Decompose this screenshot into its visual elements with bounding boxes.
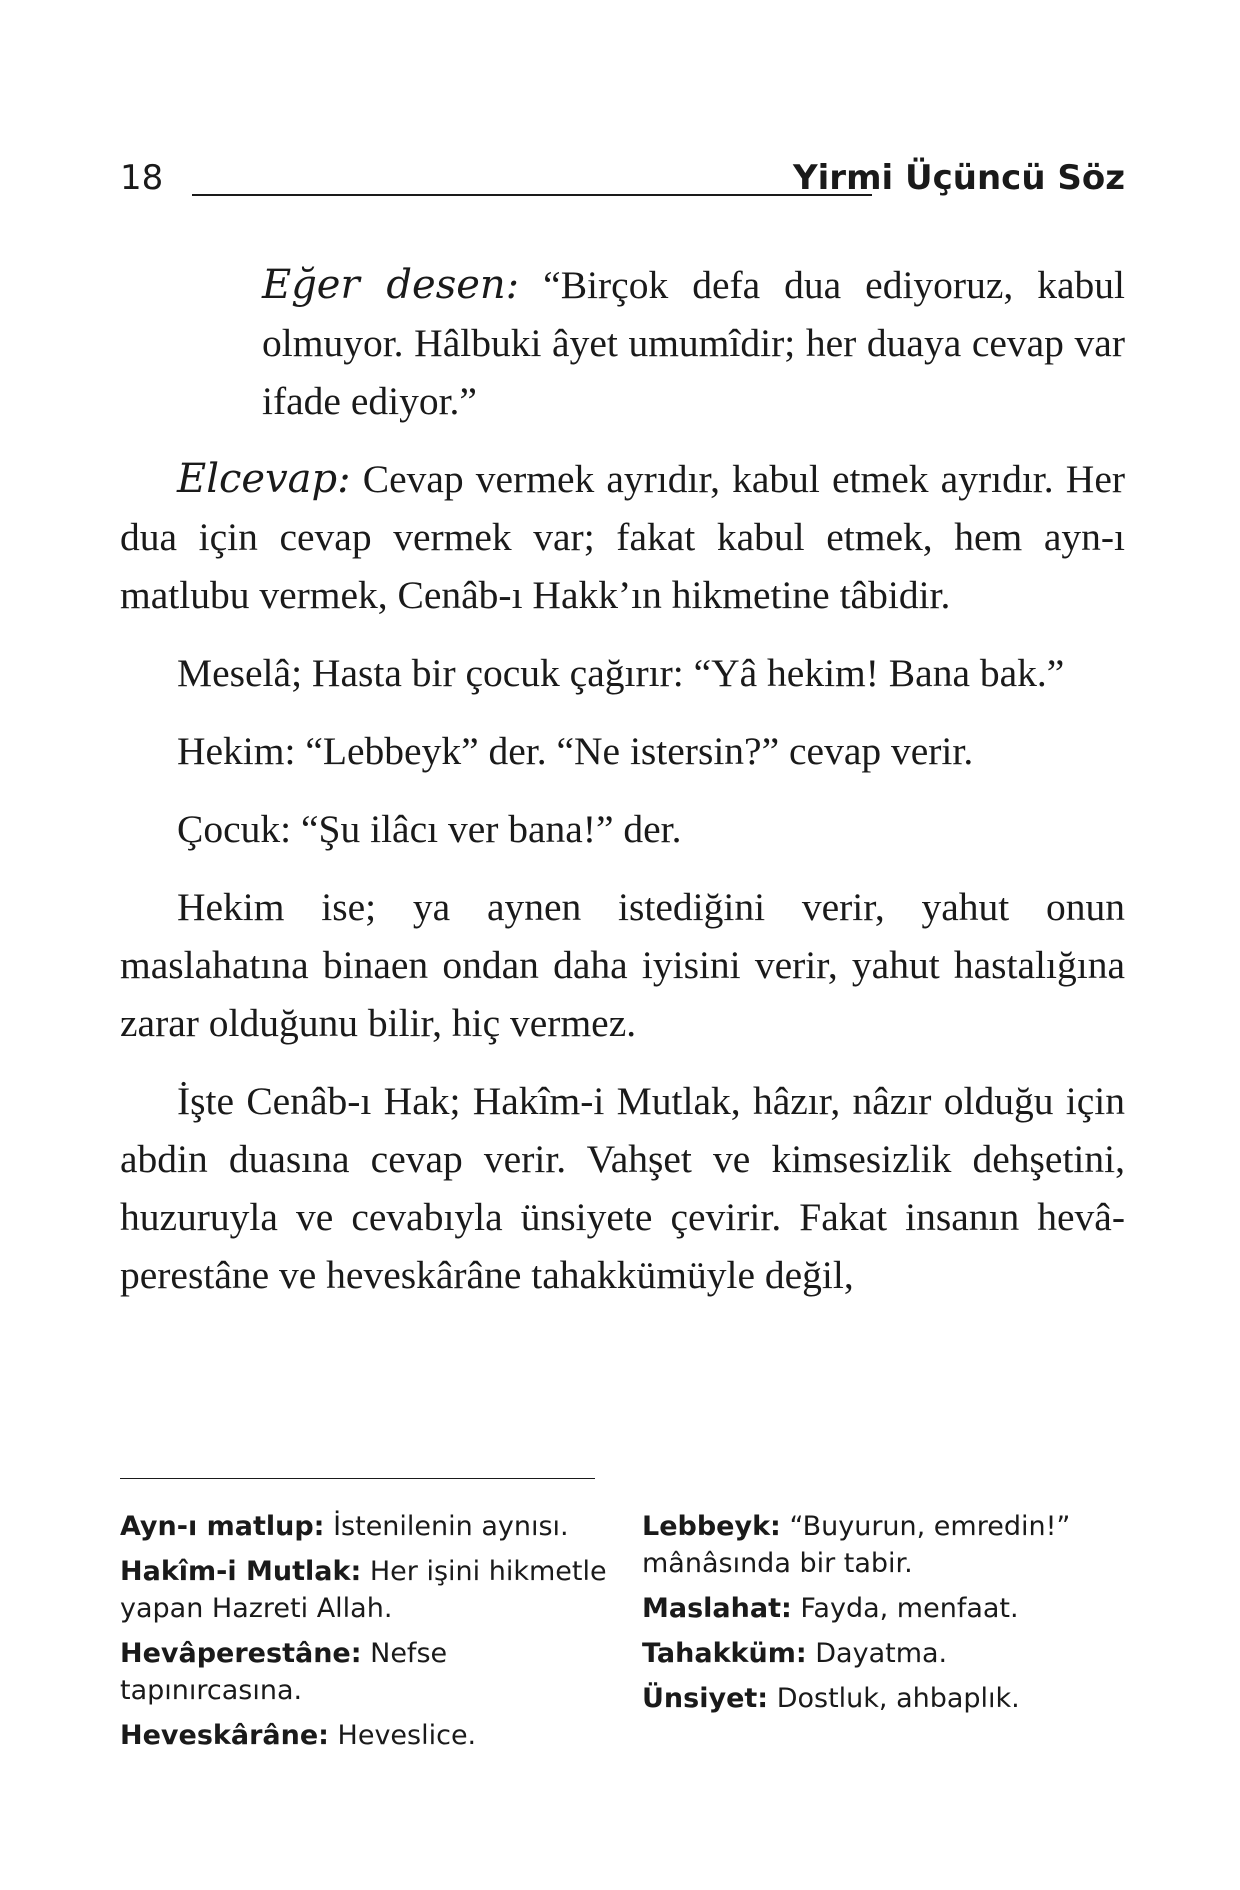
answer-lead: Elcevap: — [177, 456, 351, 502]
page-number: 18 — [120, 158, 164, 198]
footnote-item — [642, 1635, 1125, 1672]
main-text — [120, 256, 1125, 1324]
paragraph-example: Meselâ; Hasta bir çocuk çağırır: “Yâ hekim! Bana bak.” — [177, 651, 1065, 695]
footnote-definition: Fayda, menfaat. — [800, 1593, 1019, 1624]
footnote-definition: Heveslice. — [337, 1720, 477, 1751]
answer-text: Cevap vermek ayrıdır, kabul etmek ayrıdır. Her dua için cevap vermek var; fakat kabul etmek, hem ayn-ı matlubu vermek, Cenâb-ı Hakk’ın hikmetine tâbidir. — [120, 457, 1126, 617]
footnote-definition: “Buyurun, emredin!” mânâsında bir tabir. — [642, 1511, 1071, 1579]
footnote-item — [120, 1508, 610, 1545]
paragraph-child: Çocuk: “Şu ilâcı ver bana!” der. — [177, 807, 682, 851]
paragraph-doctor-response: Hekim ise; ya aynen istediğini verir, yahut onun maslahatına binaen ondan daha iyisini verir, yahut hastalığına zarar olduğunu bilir, hiç vermez. — [120, 885, 1125, 1045]
footnote-definition: Dayatma. — [815, 1638, 948, 1669]
footnote-item — [642, 1680, 1125, 1717]
header-rule — [192, 194, 872, 196]
paragraph-conclusion: İşte Cenâb-ı Hak; Hakîm-i Mutlak, hâzır, nâzır olduğu için abdin duasına cevap verir. Vahşet ve kimsesizlik dehşetini, huzuruyla ve cevabıyla ünsiyete çevirir. Fakat insanın hevâ-perestâne ve heveskârâne tahakkümüyle değil, — [120, 1079, 1125, 1297]
footnote-definition: Her işini hikmetle yapan Hazreti Allah. — [120, 1556, 607, 1624]
question-text: “Birçok defa dua ediyoruz, kabul olmuyor. Hâlbuki âyet umumîdir; her duaya cevap var ifade ediyor.” — [262, 263, 1125, 423]
footnotes-left-column — [120, 1508, 610, 1762]
paragraph-question — [120, 256, 1125, 430]
footnote-item — [642, 1590, 1125, 1627]
running-title: Yirmi Üçüncü Söz — [793, 158, 1125, 198]
paragraph-answer — [120, 450, 1125, 624]
footnote-item — [120, 1635, 610, 1709]
paragraph-doctor: Hekim: “Lebbeyk” der. “Ne istersin?” cevap verir. — [177, 729, 974, 773]
question-lead: Eğer desen: — [262, 262, 520, 308]
footnote-term: Hevâperestâne: — [120, 1638, 362, 1669]
footnote-term: Heveskârâne: — [120, 1720, 329, 1751]
footnote-term: Hakîm-i Mutlak: — [120, 1556, 362, 1587]
footnote-item — [120, 1553, 610, 1627]
footnote-item — [120, 1717, 610, 1754]
footnote-item — [642, 1508, 1125, 1582]
footnote-term: Lebbeyk: — [642, 1511, 781, 1542]
footnote-definition: İstenilenin aynısı. — [333, 1511, 569, 1542]
footnote-term: Ayn-ı matlup: — [120, 1511, 325, 1542]
footnote-term: Tahakküm: — [642, 1638, 807, 1669]
footnotes-right-column — [642, 1508, 1125, 1725]
footnote-term: Maslahat: — [642, 1593, 792, 1624]
footnote-definition: Nefse tapınırcasına. — [120, 1638, 448, 1706]
page-header — [120, 158, 1125, 202]
footnote-rule — [120, 1478, 595, 1479]
footnote-term: Ünsiyet: — [642, 1683, 769, 1714]
footnote-definition: Dostluk, ahbaplık. — [776, 1683, 1020, 1714]
